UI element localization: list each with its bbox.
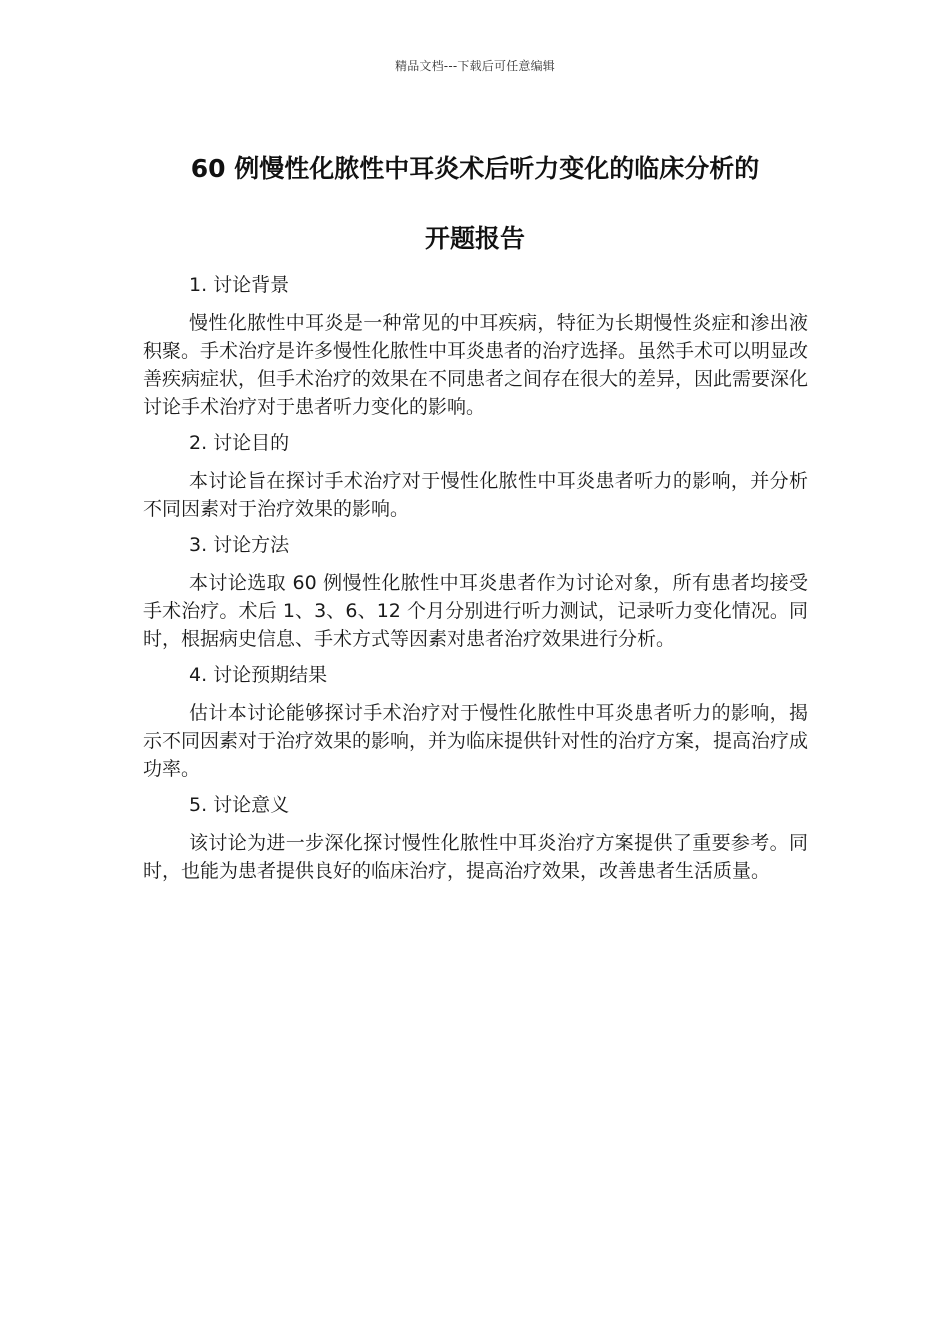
title-line-2: 开题报告: [424, 224, 525, 253]
section-heading-significance: 5. 讨论意义: [189, 794, 290, 816]
document-body: [143, 271, 808, 885]
section-body-expected-results: 估计本讨论能够探讨手术治疗对于慢性化脓性中耳炎患者听力的影响，揭示不同因素对于治疗效果的影响，并为临床提供针对性的治疗方案，提高治疗成功率。: [143, 702, 809, 780]
title-line-1: 60 例慢性化脓性中耳炎术后听力变化的临床分析的: [190, 154, 760, 183]
header-note: 精品文档---下载后可任意编辑: [395, 59, 555, 73]
section-body-purpose: 本讨论旨在探讨手术治疗对于慢性化脓性中耳炎患者听力的影响，并分析不同因素对于治疗效果的影响。: [143, 470, 808, 520]
section-body-significance: 该讨论为进一步深化探讨慢性化脓性中耳炎治疗方案提供了重要参考。同时，也能为患者提供良好的临床治疗，提高治疗效果，改善患者生活质量。: [143, 832, 808, 882]
section-body-method: 本讨论选取 60 例慢性化脓性中耳炎患者作为讨论对象，所有患者均接受手术治疗。术后 1、3、6、12 个月分别进行听力测试，记录听力变化情况。同时，根据病史信息、手术方式等因素对患者治疗效果进行分析。: [143, 572, 808, 650]
section-heading-method: 3. 讨论方法: [189, 534, 290, 556]
section-heading-purpose: 2. 讨论目的: [189, 432, 290, 454]
section-body-background: 慢性化脓性中耳炎是一种常见的中耳疾病，特征为长期慢性炎症和渗出液积聚。手术治疗是许多慢性化脓性中耳炎患者的治疗选择。虽然手术可以明显改善疾病症状，但手术治疗的效果在不同患者之间存在很大的差异，因此需要深化讨论手术治疗对于患者听力变化的影响。: [143, 312, 809, 418]
section-heading-expected-results: 4. 讨论预期结果: [189, 664, 328, 686]
document-title: [120, 134, 830, 274]
section-heading-background: 1. 讨论背景: [189, 274, 290, 296]
